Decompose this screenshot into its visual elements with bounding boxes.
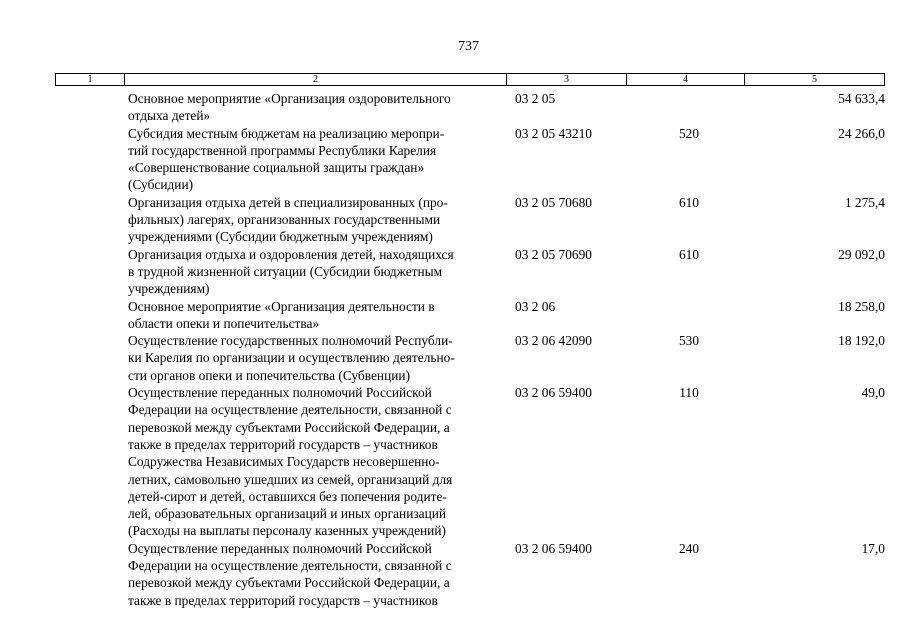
description-line: области опеки и попечительства» (128, 315, 320, 331)
row-amount: 49,0 (861, 385, 885, 401)
header-col-2: 2 (124, 74, 506, 85)
description-line: детей-сирот и детей, оставшихся без попечения родите- (128, 488, 447, 504)
description-line: «Совершенствование социальной защиты граждан» (128, 160, 425, 176)
description-line: тий государственной программы Республики Карелия (128, 142, 437, 158)
description-line: Основное мероприятие «Организация оздоровительного (128, 91, 451, 106)
table-header (55, 73, 885, 86)
description-line: Содружества Независимых Государств несовершенно- (128, 454, 440, 470)
table-row (55, 125, 885, 194)
row-code: 03 2 06 59400 (515, 540, 592, 556)
row-description (128, 90, 510, 125)
row-code: 03 2 05 70690 (515, 246, 592, 262)
row-code: 03 2 05 43210 (515, 125, 592, 141)
table-row (55, 246, 885, 298)
description-line: также в пределах территорий государств – участников (128, 592, 438, 608)
description-line: учреждениям) (128, 281, 210, 297)
row-amount: 24 266,0 (838, 125, 885, 141)
header-col-1: 1 (87, 74, 93, 85)
description-line: ки Карелия по организации и осуществлению деятельно- (128, 350, 455, 366)
row-amount: 1 275,4 (844, 194, 885, 210)
description-line: Осуществление переданных полномочий Российской (128, 540, 432, 556)
row-code: 03 2 06 42090 (515, 333, 592, 349)
description-line: фильных) лагерях, организованных государственными (128, 212, 441, 228)
row-description (128, 384, 510, 540)
description-line: Основное мероприятие «Организация деятельности в (128, 298, 435, 314)
row-expense-type: 110 (679, 385, 699, 401)
row-code: 03 2 05 70680 (515, 194, 592, 210)
row-amount: 18 258,0 (838, 298, 885, 314)
description-line: учреждениями (Субсидии бюджетным учреждениям) (128, 229, 433, 245)
row-description (128, 125, 510, 194)
table-row (55, 298, 885, 333)
description-line: также в пределах территорий государств – участников (128, 436, 438, 452)
description-line: летних, самовольно ушедших из семей, организаций для (128, 471, 453, 487)
row-expense-type: 520 (678, 125, 700, 141)
description-line: лей, образовательных организаций и иных организаций (128, 506, 447, 522)
table-row (55, 194, 885, 246)
row-amount: 54 633,4 (838, 91, 885, 106)
row-description (128, 332, 510, 384)
description-line: отдыха детей» (128, 108, 211, 124)
header-col-4: 4 (626, 74, 744, 85)
page-number: 737 (458, 39, 479, 54)
header-col-5: 5 (744, 74, 884, 85)
description-line: Организация отдыха и оздоровления детей, находящихся (128, 246, 454, 262)
description-line: Осуществление переданных полномочий Российской (128, 385, 432, 401)
description-line: Организация отдыха детей в специализированных (про- (128, 194, 448, 210)
row-amount: 18 192,0 (838, 333, 885, 349)
description-line: сти органов опеки и попечительства (Субвенции) (128, 367, 411, 383)
row-amount: 17,0 (861, 540, 885, 556)
row-expense-type: 610 (678, 246, 700, 262)
table-row (55, 384, 885, 540)
description-line: в трудной жизненной ситуации (Субсидии бюджетным (128, 263, 443, 279)
row-code: 03 2 06 59400 (515, 385, 592, 401)
description-line: (Субсидии) (128, 177, 194, 193)
row-code: 03 2 06 (515, 298, 556, 314)
table-row (55, 332, 885, 384)
table-row (55, 90, 885, 125)
description-line: Федерации на осуществление деятельности, связанной с (128, 402, 452, 418)
description-line: Субсидия местным бюджетам на реализацию меропри- (128, 125, 445, 141)
row-expense-type: 240 (678, 540, 700, 556)
description-line: Федерации на осуществление деятельности, связанной с (128, 558, 452, 574)
table-body (55, 90, 885, 609)
row-description (128, 246, 510, 298)
description-line: (Расходы на выплаты персоналу казенных учреждений) (128, 523, 446, 539)
row-expense-type: 610 (678, 194, 700, 210)
row-description (128, 194, 510, 246)
row-code: 03 2 05 (515, 91, 556, 106)
table-row (55, 540, 885, 609)
header-col-3: 3 (506, 74, 626, 85)
description-line: Осуществление государственных полномочий Республи- (128, 333, 453, 349)
row-description (128, 298, 510, 333)
row-description (128, 540, 510, 609)
description-line: перевозкой между субъектами Российской Федерации, а (128, 419, 450, 435)
description-line: перевозкой между субъектами Российской Федерации, а (128, 575, 450, 591)
row-expense-type: 530 (678, 333, 700, 349)
row-amount: 29 092,0 (838, 246, 885, 262)
